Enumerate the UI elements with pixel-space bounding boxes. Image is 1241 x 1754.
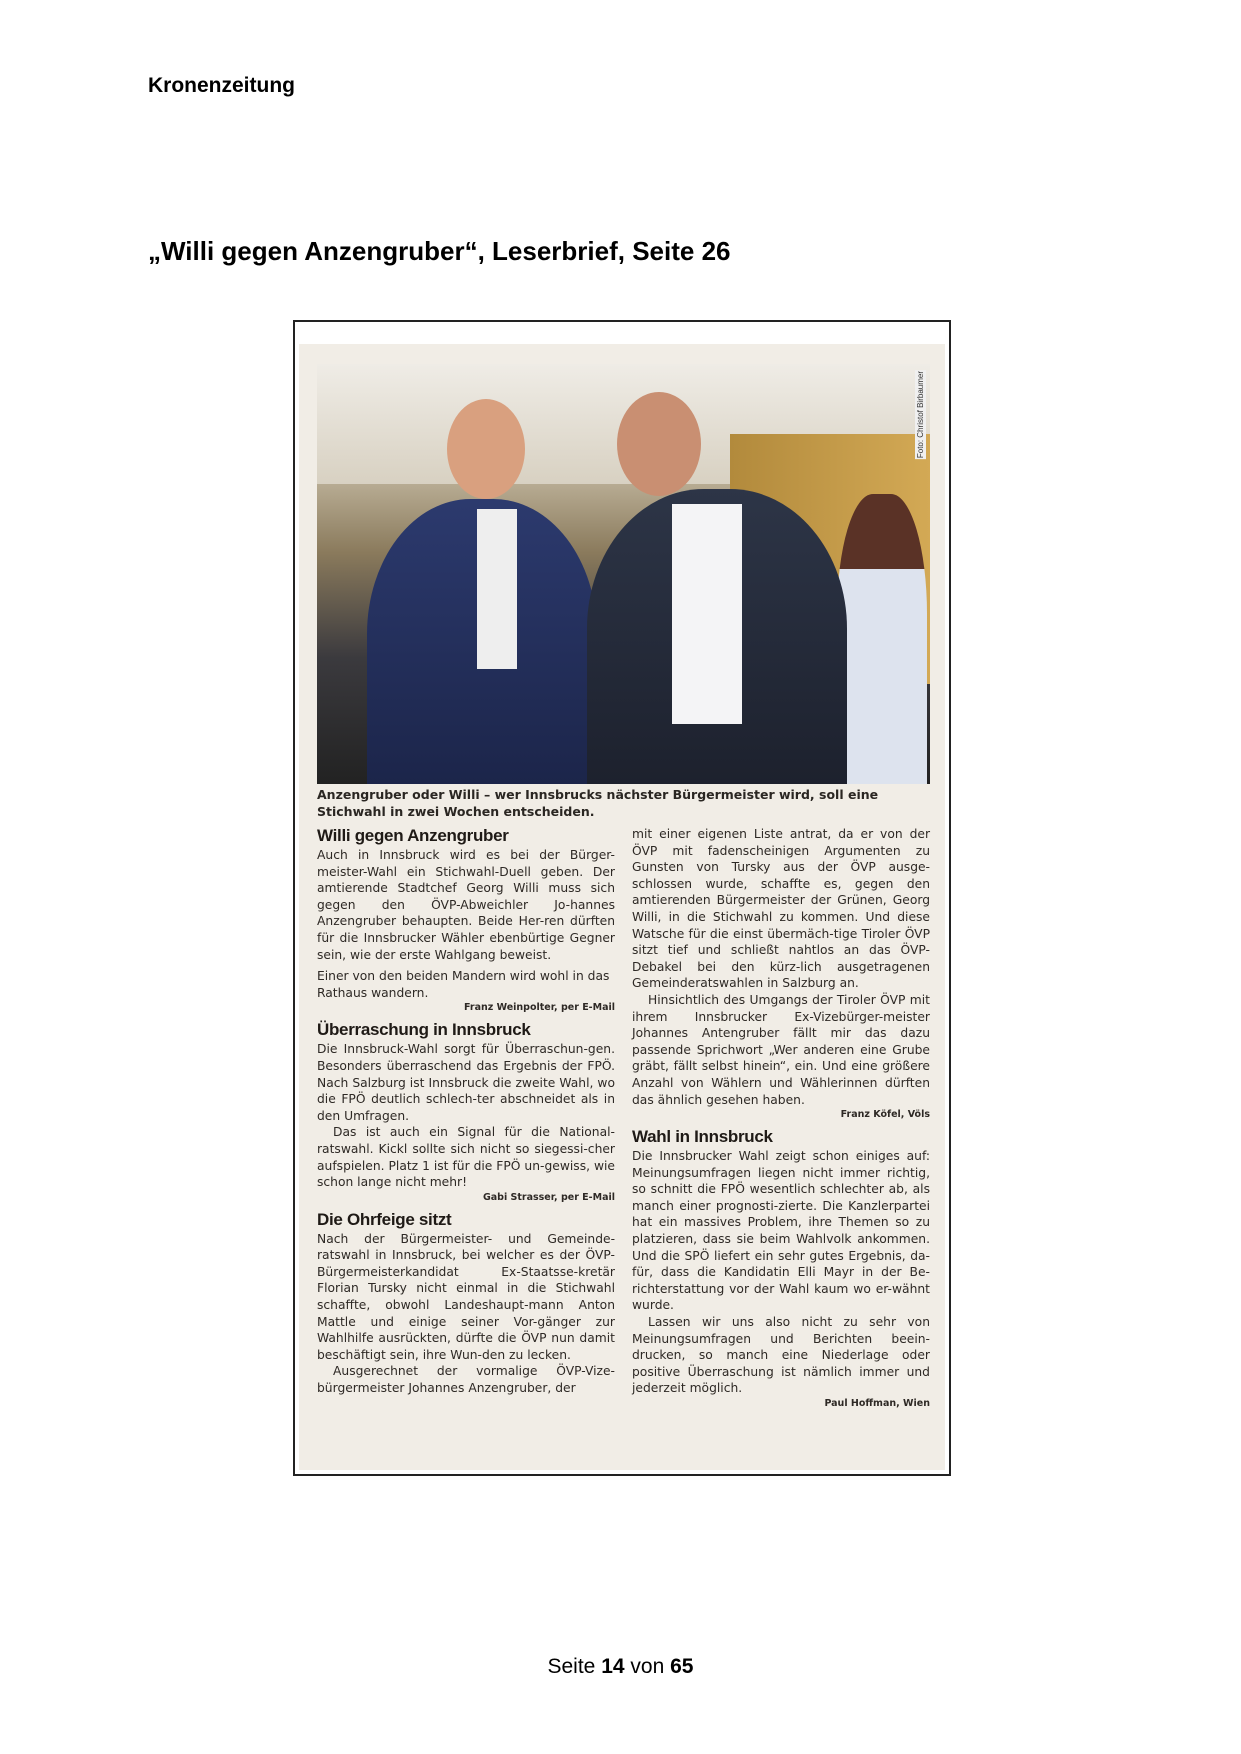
column-left — [317, 826, 615, 1397]
letter-signature: Franz Köfel, Völs — [840, 1109, 930, 1121]
letter-paragraph: Nach der Bürgermeister- und Gemeinde-ratswahl in Innsbruck, bei welcher es der ÖVP-Bürgermeisterkandidat Ex-Staatsse-kretär Florian Tursky nicht einmal in die Stichwahl schaffte, obwohl Landeshaupt-mann Anton Mattle und einige seiner Vor-gänger zur Wahlhilfe ausrückten, dürfte die ÖVP nun damit beschäftigt sein, ihre Wun-den zu lecken. — [317, 1231, 615, 1362]
clipping-paper — [299, 344, 945, 1470]
photo-credit: Foto: Christof Birbaumer — [916, 371, 925, 459]
footer-middle: von — [630, 1655, 665, 1678]
letter-paragraph: Lassen wir uns also nicht zu sehr von Meinungsumfragen und Berichten beein-drucken, so manch eine Niederlage oder positive Überraschung ist nämlich immer und jederzeit möglich. — [632, 1315, 930, 1396]
footer-prefix: Seite — [547, 1655, 596, 1678]
publication-name: Kronenzeitung — [148, 74, 295, 97]
article-photo — [317, 364, 930, 784]
letter-heading: Willi gegen Anzengruber — [317, 826, 509, 845]
letter-paragraph: Auch in Innsbruck wird es bei der Bürger-meister-Wahl ein Stichwahl-Duell geben. Der amtierende Stadtchef Georg Willi muss sich gegen den ÖVP-Abweichler Jo-hannes Anzengruber behaupten. Beide Her-ren dürften für die Innsbrucker Wähler ebenbürtige Gegner sein, wie der erste Wahlgang beweist. — [317, 848, 615, 962]
letter-signature: Gabi Strasser, per E-Mail — [482, 1191, 615, 1203]
letter-paragraph: Einer von den beiden Mandern wird wohl in das Rathaus wandern. — [317, 969, 610, 1000]
letter-paragraph: Das ist auch ein Signal für die National-ratswahl. Kickl sollte sich nicht so siegessi-cher aufspielen. Platz 1 ist für die FPÖ un-gewiss, wie schon lange nicht mehr! — [317, 1125, 615, 1190]
background-person — [837, 494, 927, 784]
letter-paragraph: Die Innsbruck-Wahl sorgt für Überraschun-gen. Besonders überraschend das Ergebnis der FPÖ. Nach Salzburg ist Innsbruck die zweite Wahl, wo die FPÖ deutlich schlech-ter abschneidet als in den Umfragen. — [317, 1042, 615, 1123]
letter-paragraph: Die Innsbrucker Wahl zeigt schon einiges auf: Meinungsumfragen liegen nicht immer richtig, so schnitt die FPÖ wesentlich schlechter ab, als manch einer prognosti-zierte. Die Kanzlerpartei hat ein massives Problem, ihre Themen so zu platzieren, dass sie beim Wahlvolk ankommen. Und die SPÖ liefert ein sehr gutes Ergebnis, da-für, dass die Kandidatin Elli Mayr in der Be-richterstattung vor der Wahl kaum wo er-wähnt wurde. — [632, 1149, 930, 1313]
column-right — [632, 826, 930, 1416]
page-footer — [0, 1655, 1241, 1679]
letter-heading: Wahl in Innsbruck — [632, 1127, 773, 1147]
letter-heading: Überraschung in Innsbruck — [317, 1020, 531, 1040]
newspaper-clipping — [293, 320, 951, 1476]
letter-signature: Paul Hoffman, Wien — [824, 1398, 930, 1409]
photo-caption: Anzengruber oder Willi – wer Innsbrucks nächster Bürgermeister wird, soll eine Stichwahl in zwei Wochen entscheiden. — [317, 787, 879, 819]
total-pages: 65 — [670, 1655, 694, 1678]
letter-heading: Die Ohrfeige sitzt — [317, 1209, 452, 1229]
letter-signature: Franz Weinpolter, per E-Mail — [464, 1002, 615, 1014]
letter-paragraph: mit einer eigenen Liste antrat, da er von der ÖVP mit fadenscheinigen Argumenten zu Gunsten von Tursky aus der ÖVP ausge-schlossen wurde, schaffte es, gegen den amtierenden Bürgermeister der Grünen, Georg Willi, in die Stichwahl zu kommen. Und diese Watsche für die einst übermäch-tige Tiroler ÖVP sitzt tief und schließt nahtlos an das ÖVP-Debakel bei den kürz-lich ausgetragenen Gemeinderatswahlen in Salzburg an. — [632, 827, 930, 991]
current-page: 14 — [601, 1655, 625, 1678]
letter-paragraph: Hinsichtlich des Umgangs der Tiroler ÖVP mit ihrem Innsbrucker Ex-Vizebürger-meister Johannes Antengruber fällt mir das dazu passende Sprichwort „Wer anderen eine Grube gräbt, fällt selbst hinein“, ein. Und eine größere Anzahl von Wählern und Wählerinnen dürften das ähnlich gesehen haben. — [632, 992, 930, 1107]
letter-paragraph: Ausgerechnet der vormalige ÖVP-Vize-bürgermeister Johannes Anzengruber, der — [317, 1364, 615, 1396]
page-title: „Willi gegen Anzengruber“, Leserbrief, Seite 26 — [148, 236, 731, 266]
